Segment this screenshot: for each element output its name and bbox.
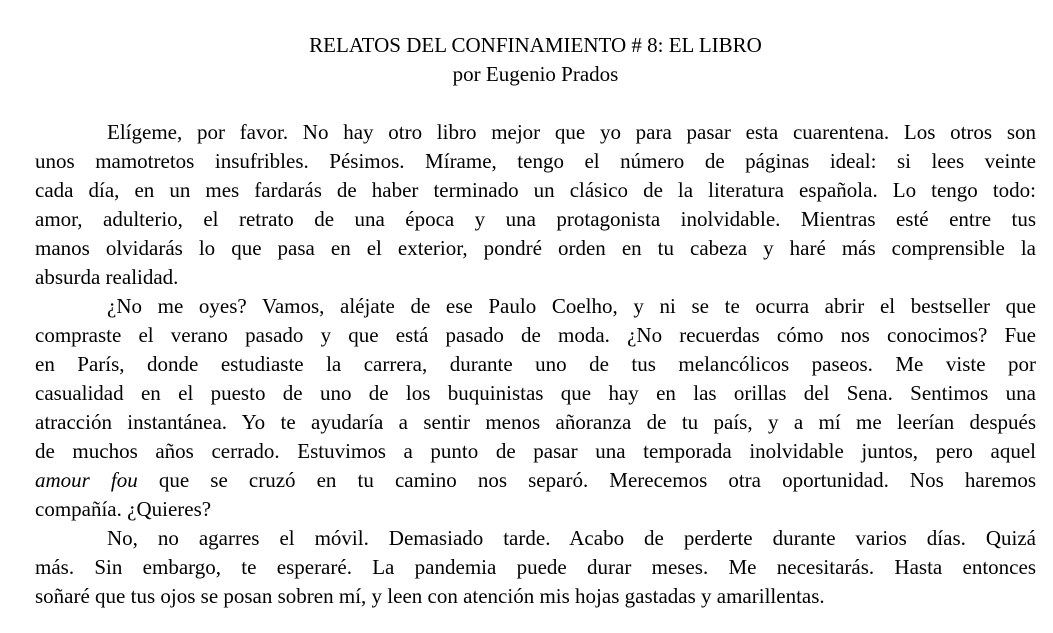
paragraph-1: [35, 118, 1036, 292]
text-line: cada día, en un mes fardarás de haber terminado un clásico de la literatura española. Lo tengo todo:: [35, 178, 1036, 202]
paragraph-3: [35, 524, 1036, 611]
text-fragment: que se cruzó en tu camino nos separó. Merecemos otra oportunidad. Nos haremos: [137, 468, 1036, 492]
text-line: más. Sin embargo, te esperaré. La pandemia puede durar meses. Me necesitarás. Hasta entonces: [35, 555, 1036, 579]
text-line: atracción instantánea. Yo te ayudaría a sentir menos añoranza de tu país, y a mí me leerían después: [35, 410, 1036, 434]
text-line: compraste el verano pasado y que está pasado de moda. ¿No recuerdas cómo nos conocimos? Fue: [35, 323, 1036, 347]
document-page: [35, 31, 1036, 611]
text-line: en París, donde estudiaste la carrera, durante uno de tus melancólicos paseos. Me viste por: [35, 352, 1036, 376]
text-line: Elígeme, por favor. No hay otro libro mejor que yo para pasar esta cuarentena. Los otros son: [107, 120, 1036, 144]
story-body: [35, 118, 1036, 611]
story-title: RELATOS DEL CONFINAMIENTO # 8: EL LIBRO: [309, 33, 762, 57]
text-line: soñaré que tus ojos se posan sobren mí, y leen con atención mis hojas gastadas y amarillentas.: [35, 584, 825, 608]
text-line-with-italic: [35, 466, 1036, 495]
text-line: No, no agarres el móvil. Demasiado tarde. Acabo de perderte durante varios días. Quizá: [107, 526, 1036, 550]
story-author: por Eugenio Prados: [452, 62, 619, 86]
text-line: compañía. ¿Quieres?: [35, 497, 212, 521]
text-line: de muchos años cerrado. Estuvimos a punto de pasar una temporada inolvidable juntos, pero aquel: [35, 439, 1036, 463]
paragraph-2: [35, 292, 1036, 524]
text-line: unos mamotretos insufribles. Pésimos. Mírame, tengo el número de páginas ideal: si lees veinte: [35, 149, 1036, 173]
text-line: ¿No me oyes? Vamos, aléjate de ese Paulo Coelho, y ni se te ocurra abrir el bestseller que: [107, 294, 1036, 318]
text-line: manos olvidarás lo que pasa en el exterior, pondré orden en tu cabeza y haré más comprensible la: [35, 236, 1036, 260]
text-line: casualidad en el puesto de uno de los buquinistas que hay en las orillas del Sena. Sentimos una: [35, 381, 1036, 405]
text-line: amor, adulterio, el retrato de una época y una protagonista inolvidable. Mientras esté entre tus: [35, 207, 1036, 231]
spacer: [35, 89, 1036, 118]
italic-phrase: amour fou: [35, 468, 138, 492]
text-line: absurda realidad.: [35, 265, 179, 289]
